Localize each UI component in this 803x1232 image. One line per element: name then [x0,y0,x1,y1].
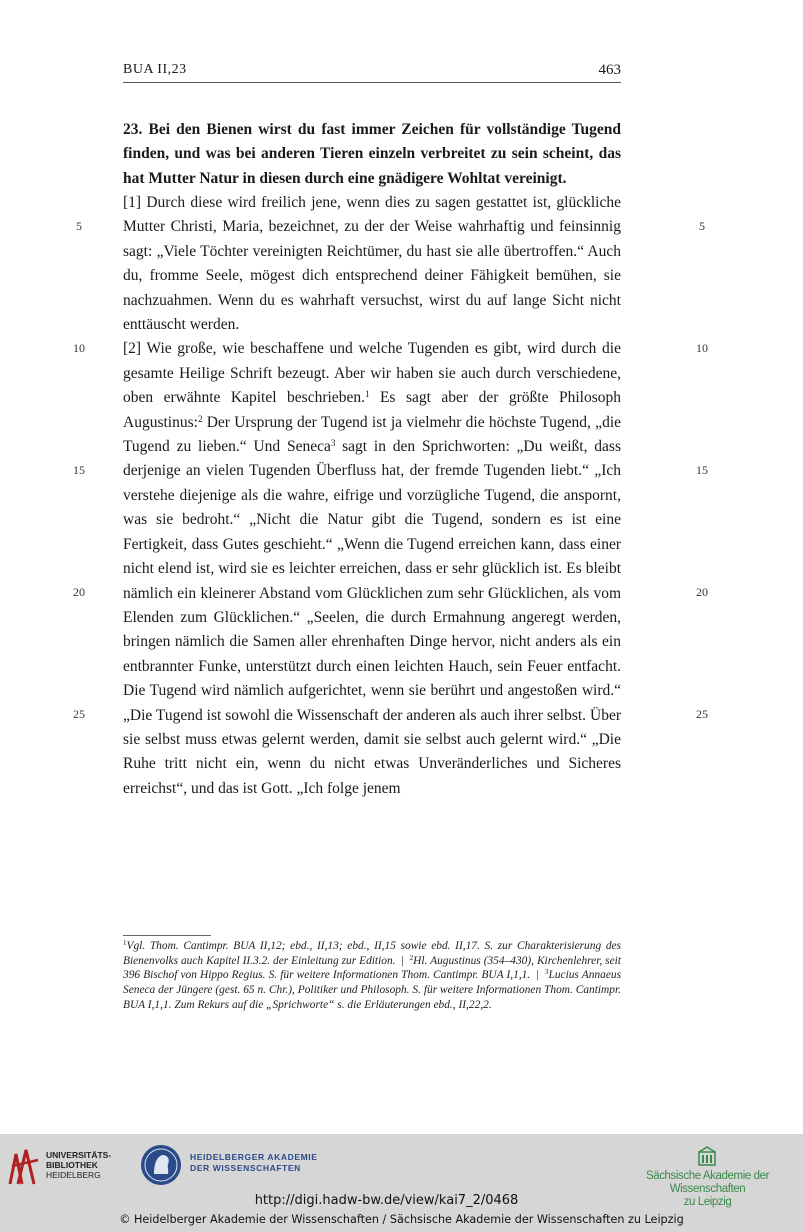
saw-line-1: Sächsische Akademie der Wissenschaften [645,1170,770,1195]
line-number-10-right: 10 [696,341,708,355]
university-library-name [46,1150,111,1180]
academy-seal-icon[interactable] [140,1144,182,1186]
ub-line-1: UNIVERSITÄTS- [46,1150,112,1160]
footnote-separator-1: | [401,954,404,967]
footnote-ref-1[interactable]: 1 [364,389,370,400]
running-head-title: BUA II,23 [123,62,187,77]
line-number-5-right: 5 [699,219,705,233]
line-number-15-right: 15 [696,463,708,477]
footnote-divider [123,935,211,936]
line-number-20-left: 20 [73,585,85,599]
paragraph-2-part-2: Es sagt aber der größte Philosoph Augustinus: [123,389,621,431]
page-url-link[interactable]: http://digi.hadw-bw.de/view/kai7_2/0468 [254,1193,519,1208]
line-number-25-left: 25 [73,707,85,721]
footnote-text-3: Lucius Annaeus Seneca der Jüngere (gest. 65 n. Chr.), Politiker und Philosoph. S. für weitere Informationen Thom. Cantimpr. BUA I,1,1. Zum Rekurs auf die „Sprichworte“ s. die Erläuterungen ebd., II,22,2. [123,969,621,1011]
copyright-notice: © Heidelberger Akademie der Wissenschaften / Sächsische Akademie der Wissenschaften zu Leipzig [119,1213,684,1226]
paragraph-2 [123,337,621,801]
footnote-separator-2: | [536,969,539,982]
line-number-25-right: 25 [696,707,708,721]
main-text [123,191,621,801]
paragraph-2-part-3: Der Ursprung der Tugend ist ja vielmehr die höchste Tugend, „die Tugend zu lieben.“ Und Seneca [123,413,621,456]
line-number-20-right: 20 [696,585,708,599]
chapter-heading: 23. Bei den Bienen wirst du fast immer Zeichen für vollständige Tugend finden, und was bei anderen Tieren einzeln verbreitet zu sein scheint, das hat Mutter Natur in diesen durch eine gnädigere Wohltat vereinigt. [123,121,621,187]
ub-line-3: HEIDELBERG [46,1170,101,1180]
footnote-ref-2[interactable]: 2 [197,413,203,424]
footnote-ref-3[interactable]: 3 [330,438,336,449]
ub-line-2: BIBLIOTHEK [46,1160,98,1170]
hadw-line-2: DER WISSENSCHAFTEN [190,1162,301,1173]
paragraph-1: [1] Durch diese wird freilich jene, wenn dies zu sagen gestattet ist, glückliche Mutter Christi, Maria, bezeichnet, zu der der Weise wahrhaftig und feinsinnig sagt: „Viele Töchter vereinigten Reichtümer, du hast sie alle übertroffen.“ Auch du, fromme Seele, mögest dich entsprechend deiner Fähigkeit bemühen, sie nachzuahmen. Wenn du es wahrhaft versuchst, wirst du auf lange Sicht nicht enttäuscht werden. [123,194,621,334]
hadw-line-1: HEIDELBERGER AKADEMIE [190,1152,318,1162]
paragraph-2-part-1: [2] Wie große, wie beschaffene und welche Tugenden es gibt, wird durch die gesamte Heilige Schrift bezeugt. Aber wir haben sie auch durch verschiedene, oben erwähnte Kapitel beschrieben. [123,340,621,407]
running-head [123,60,621,83]
line-number-15-left: 15 [73,463,85,477]
page-number: 463 [598,62,621,78]
saw-line-2: zu Leipzig [683,1196,732,1208]
footnote-text-2: Hl. Augustinus (354–430), Kirchenlehrer, seit 396 Bischof von Hippo Regius. S. für weitere Informationen Thom. Cantimpr. BUA I,1,1. [123,954,621,982]
footnote-number-1: 1 [123,939,127,947]
heidelberg-academy-name [190,1152,318,1173]
saxon-academy-logo-icon[interactable] [698,1146,716,1166]
university-library-logo-icon[interactable] [8,1146,42,1186]
footnote-number-2: 2 [409,953,414,962]
footnotes [123,939,621,1013]
footnote-text-1: Vgl. Thom. Cantimpr. BUA II,12; ebd., II,13; ebd., II,15 sowie ebd. II,17. S. zur Charakterisierung des Bienenvolks auch Kapitel II.3.2. der Einleitung zur Edition. [123,940,621,967]
footnote-number-3: 3 [544,968,549,977]
line-number-5-left: 5 [76,219,82,233]
line-number-10-left: 10 [73,341,85,355]
paragraph-2-part-4: sagt in den Sprichworten: „Du weißt, dass derjenige an vielen Tugenden Überfluss hat, der fremde Tugenden liebt.“ „Ich verstehe diejenige als die wahre, eifrige und vorzügliche Tugend, die anspornt, was sie bedroht.“ „Nicht die Natur gibt die Tugend, sondern es ist eine Fertigkeit, dass Gutes geschieht.“ „Wenn die Tugend erreichen kann, dass einer nicht elend ist, wird sie es leichter erreichen, dass er sehr glücklich ist. Es bleibt nämlich ein kleinerer Abstand vom Glücklichen zum sehr Glücklichen, als vom Elenden zum Glücklichen.“ „Seelen, die durch Ermahnung angeregt werden, bringen nämlich die Samen aller ehrenhaften Dinge hervor, nicht anders als ein entbrannter Funke, unterstützt durch einen leichten Hauch, sein Feuer entfacht. Die Tugend wird nämlich aufgerichtet, wenn sie berührt und angestoßen wird.“ „Die Tugend ist sowohl die Wissenschaft der anderen als auch ihrer selbst. Über sie selbst muss etwas gelernt werden, damit sie selbst auch gelernt wird.“ „Die Ruhe tritt nicht ein, wenn du nicht etwas Unveränderliches und Sicheres erreichst“, und das ist Gott. „Ich folge jenem [123,438,621,797]
